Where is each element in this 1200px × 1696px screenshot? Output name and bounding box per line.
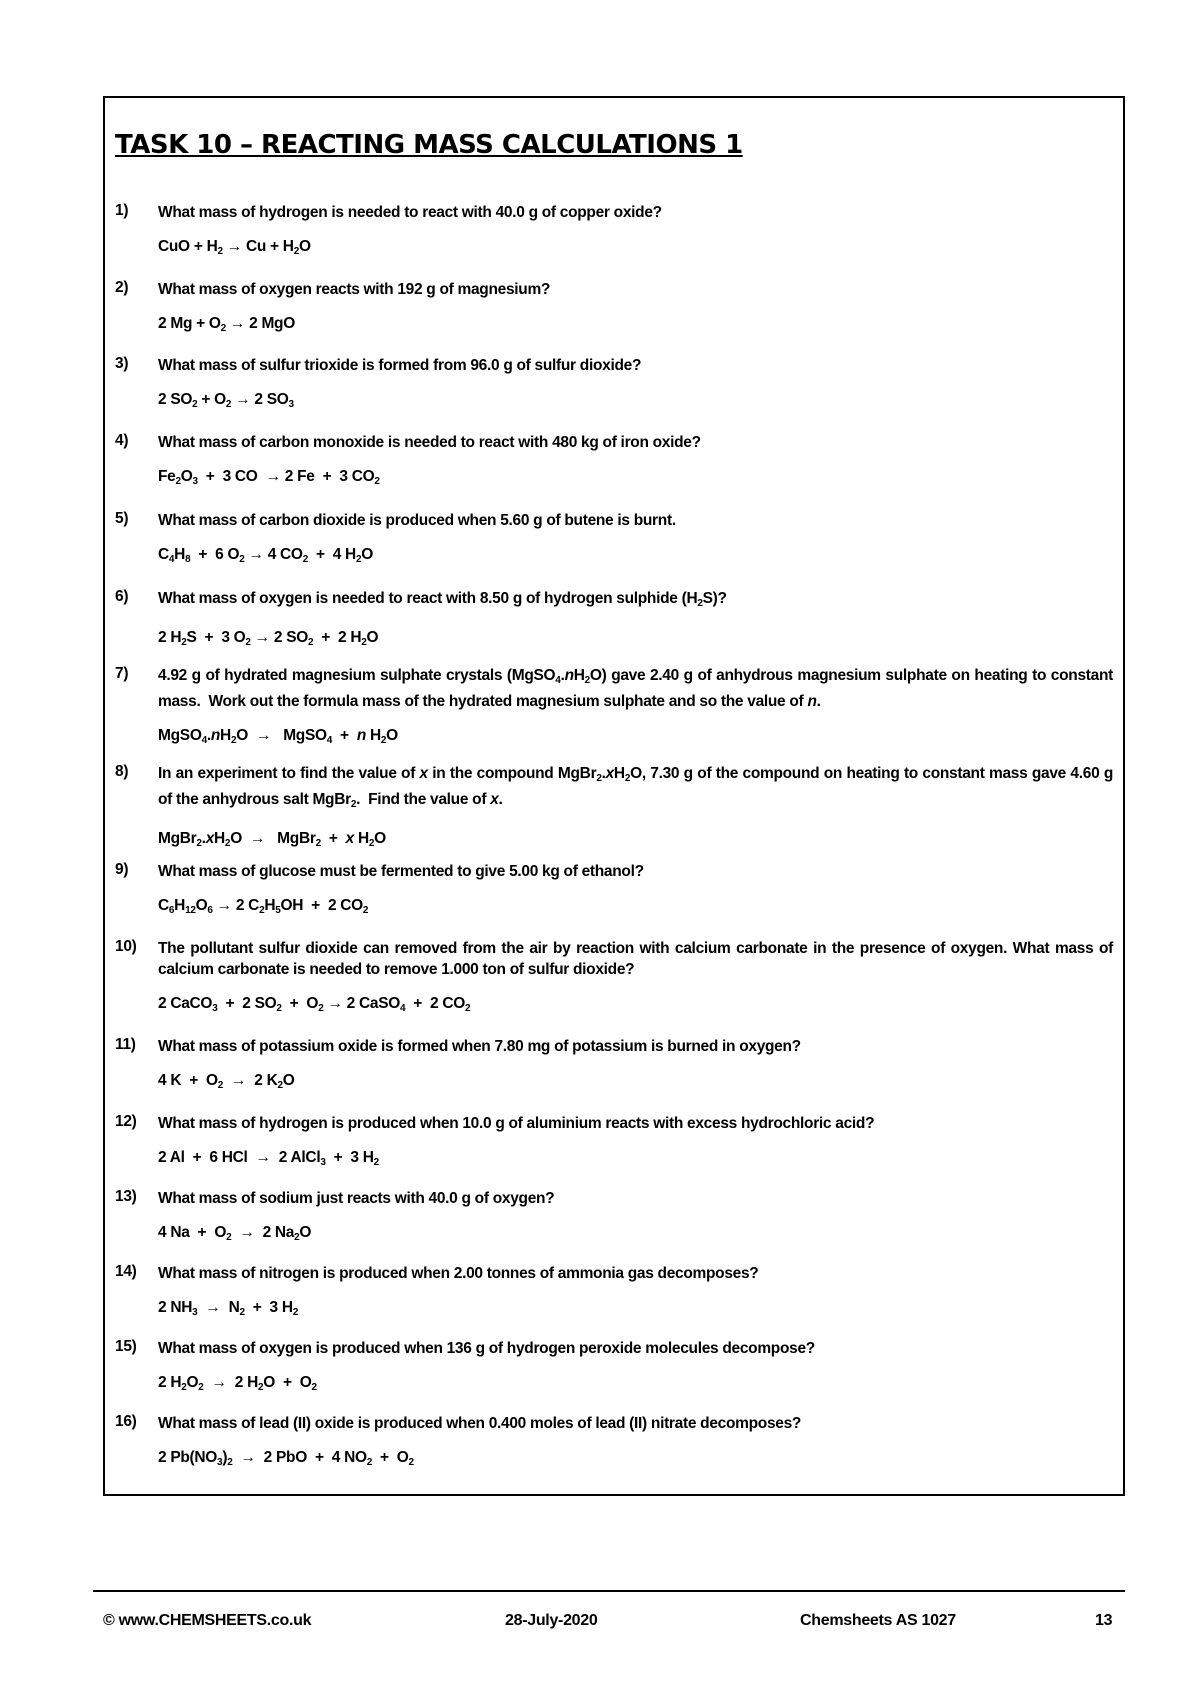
question-text: What mass of glucose must be fermented to give 5.00 kg of ethanol?: [158, 863, 644, 880]
equation: $C_6H_{12}O_6 \to 2$ $C_2H_5OH + 2$ $CO_2$: [158, 897, 369, 916]
question-number: 16): [115, 1413, 137, 1430]
equation: 2 $NH_3 \to N_2 + 3$ $H_2$: [158, 1299, 299, 1318]
question-text: What mass of potassium oxide is formed when 7.80 mg of potassium is burned in oxygen?: [158, 1038, 801, 1055]
question-number: 9): [115, 861, 129, 878]
question-number: 10): [115, 938, 137, 955]
equation: CuO + $H_2 \to Cu + H_2O$: [158, 238, 311, 257]
question-text: In an experiment to find the value of x in the compound $MgBr_2.xH_2O$, 7.30 g of the compound on heating to constant mass gave 4.60 g of the anhydrous salt MgBr$_2$. Find the value of x.: [158, 765, 1113, 810]
question-8: [115, 763, 1113, 854]
question-number: 13): [115, 1188, 137, 1205]
question-text: What mass of nitrogen is produced when 2.00 tonnes of ammonia gas decomposes?: [158, 1265, 759, 1282]
question-10: [115, 938, 1113, 1019]
question-text: What mass of sulfur trioxide is formed from 96.0 g of sulfur dioxide?: [158, 357, 642, 374]
equation: 2 $H_2O_2 \to 2$ $H_2O + O_2$: [158, 1374, 317, 1393]
question-text: What mass of hydrogen is needed to react with 40.0 g of copper oxide?: [158, 204, 662, 221]
equation: 4 $K + O_2 \to 2$ $K_2O$: [158, 1072, 295, 1091]
question-text: What mass of oxygen reacts with 192 g of magnesium?: [158, 281, 551, 298]
question-text: What mass of carbon dioxide is produced when 5.60 g of butene is burnt.: [158, 512, 676, 529]
question-5: [115, 510, 1113, 570]
equation: 2 CaCO$_3$ + 2 $SO_2 + O_2 \to 2$ CaSO$_4$ + 2 $CO_2$: [158, 995, 471, 1014]
page-title: TASK 10 – REACTING MASS CALCULATIONS 1: [115, 130, 743, 160]
question-9: [115, 861, 1113, 921]
question-number: 5): [115, 510, 129, 527]
equation: 2 $Mg + O_2 \to 2$ MgO: [158, 315, 295, 334]
question-text: 4.92 g of hydrated magnesium sulphate crystals $(MgSO_4.nH_2O)$ gave 2.40 g of anhydrous magnesium sulphate on heating to constant mass. Work out the formula mass of the hydrated magnesium sulphate and so the value of n.: [158, 667, 1113, 710]
question-1: [115, 202, 1113, 262]
question-number: 7): [115, 665, 129, 682]
question-number: 2): [115, 279, 129, 296]
question-number: 14): [115, 1263, 137, 1280]
equation: $C_4H_8 + 6$ $O_2 \to 4$ $CO_2 + 4$ $H_2O$: [158, 546, 373, 565]
question-16: [115, 1413, 1113, 1473]
equation: 2 $Pb(NO_3)_2 \to 2$ PbO + 4 $NO_2 + O_2$: [158, 1449, 414, 1468]
question-text: What mass of sodium just reacts with 40.0 g of oxygen?: [158, 1190, 555, 1207]
question-text: What mass of hydrogen is produced when 10.0 g of aluminium reacts with excess hydrochloric acid?: [158, 1115, 875, 1132]
equation: 2 $SO_2 + O_2 \to 2$ $SO_3$: [158, 391, 294, 410]
footer-divider: [93, 1590, 1125, 1592]
question-text: What mass of oxygen is needed to react with 8.50 g of hydrogen sulphide $(H_2S)$?: [158, 590, 727, 609]
footer-code: Chemsheets AS 1027: [800, 1612, 956, 1629]
question-7: [115, 665, 1113, 751]
question-text: The pollutant sulfur dioxide can removed from the air by reaction with calcium carbonate in the presence of oxygen. What mass of calcium carbonate is needed to remove 1.000 ton of sulfur dioxide?: [158, 940, 1113, 978]
footer-date: 28-July-2020: [505, 1612, 598, 1629]
question-number: 11): [115, 1036, 136, 1053]
question-15: [115, 1338, 1113, 1398]
question-2: [115, 279, 1113, 339]
question-number: 3): [115, 355, 129, 372]
question-text: What mass of carbon monoxide is needed to react with 480 kg of iron oxide?: [158, 434, 701, 451]
equation: 4 $Na + O_2 \to 2$ $Na_2O$: [158, 1224, 312, 1243]
task-box: [103, 96, 1125, 1496]
question-number: 8): [115, 763, 129, 780]
question-text: What mass of lead (II) oxide is produced when 0.400 moles of lead (II) nitrate decomposes?: [158, 1415, 802, 1432]
equation: $Fe_2O_3 + 3$ CO → 2 Fe + 3 $CO_2$: [158, 468, 380, 487]
question-3: [115, 355, 1113, 415]
footer-website: © www.CHEMSHEETS.co.uk: [103, 1612, 312, 1629]
question-number: 6): [115, 588, 129, 605]
question-text: What mass of oxygen is produced when 136 g of hydrogen peroxide molecules decompose?: [158, 1340, 815, 1357]
equation: $MgBr_2.xH_2O$ → MgBr$_2$ + x $H_2O$: [158, 830, 386, 849]
equation: 2 Al + 6 HCl → 2 AlCl$_3$ + 3 $H_2$: [158, 1149, 379, 1168]
question-11: [115, 1036, 1113, 1096]
question-number: 4): [115, 432, 129, 449]
equation: $MgSO_4.nH_2O$ → MgSO$_4$ + n $H_2O$: [158, 727, 398, 746]
page-number: 13: [1095, 1612, 1113, 1629]
question-13: [115, 1188, 1113, 1248]
question-number: 12): [115, 1113, 137, 1130]
question-12: [115, 1113, 1113, 1173]
question-14: [115, 1263, 1113, 1323]
equation: 2 $H_2S + 3$ $O_2 \to 2$ $SO_2 + 2$ $H_2O$: [158, 629, 379, 648]
question-6: [115, 588, 1113, 653]
question-number: 15): [115, 1338, 137, 1355]
question-4: [115, 432, 1113, 492]
question-number: 1): [115, 202, 129, 219]
